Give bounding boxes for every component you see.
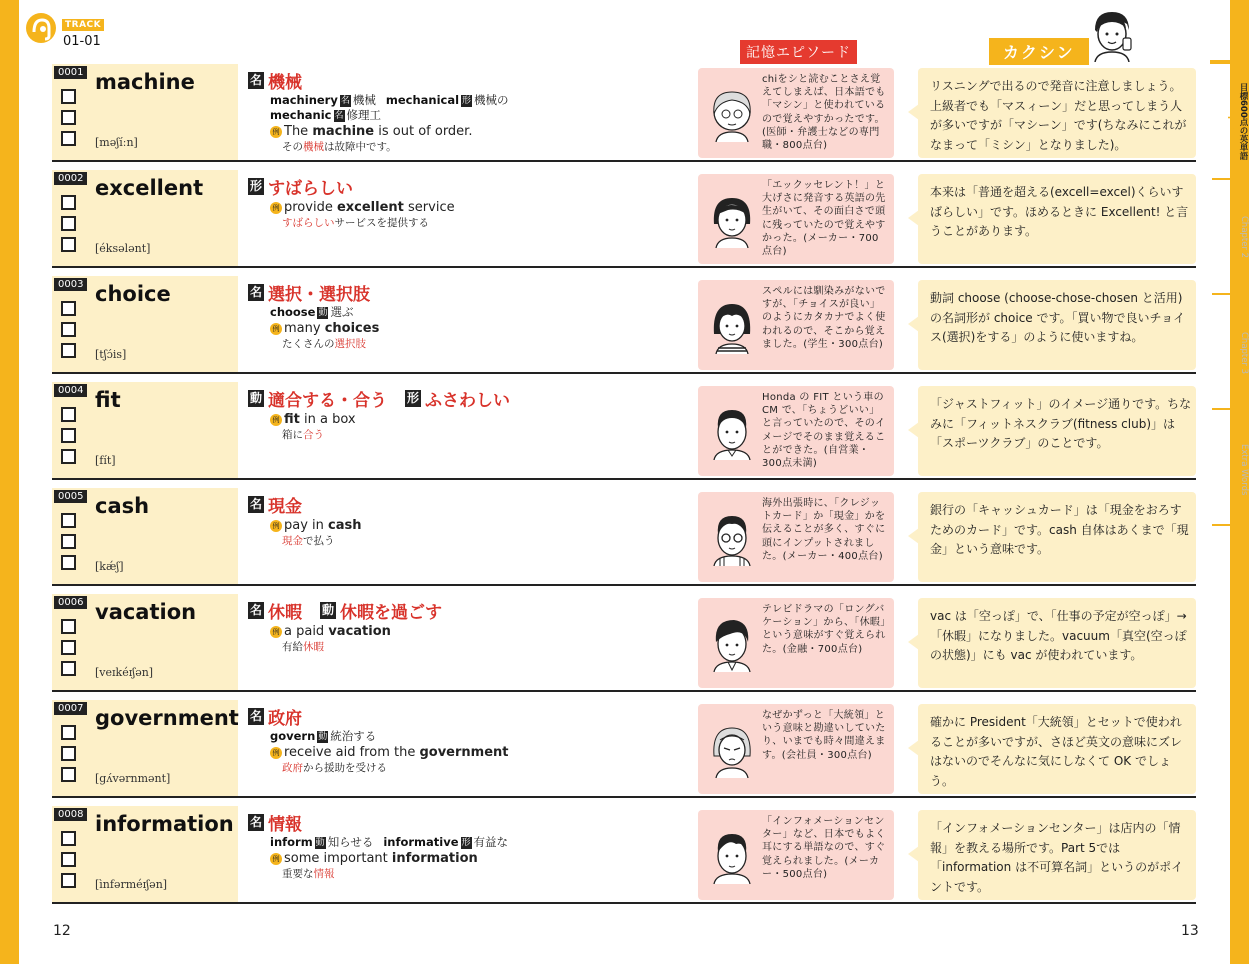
review-checkboxes	[61, 407, 76, 470]
meaning-line	[248, 598, 688, 623]
example-mark-icon: 例	[270, 323, 282, 335]
review-checkbox[interactable]	[61, 619, 76, 634]
review-checkbox[interactable]	[61, 89, 76, 104]
author-portrait-icon	[1087, 8, 1137, 62]
review-checkbox[interactable]	[61, 407, 76, 422]
memory-episode-text: Honda の FIT という車の CM で、「ちょうどいい」と言っていたので、そのイメージでそのまま覚えることができた。(自営業・300点未満)	[762, 392, 886, 470]
word-number: 0007	[54, 702, 87, 715]
review-checkboxes	[61, 89, 76, 152]
speech-bubble-tail	[908, 634, 919, 650]
row-divider	[52, 372, 1196, 374]
part-of-speech-tag: 形	[461, 837, 471, 848]
memory-episode-text: chiをシと読むことさえ覚えてしまえば、日本語でも「マシン」と使われているので覚えやすかったです。(医師・弁護士などの専門職・800点台)	[762, 74, 886, 152]
kakushin-comment-box	[918, 704, 1196, 794]
review-checkbox[interactable]	[61, 110, 76, 125]
review-checkbox[interactable]	[61, 534, 76, 549]
row-divider	[52, 584, 1196, 586]
example-translation	[282, 761, 688, 775]
word-card	[52, 806, 238, 902]
headphone-track-icon	[25, 12, 57, 46]
related-meaning: 知らせる	[327, 835, 374, 849]
kakushin-comment-text: 「インフォメーションセンター」は店内の「情報」を教える場所です。Part 5では「information は不可算名詞」というのがポイントです。	[930, 821, 1184, 894]
example-mark-icon: 例	[270, 626, 282, 638]
example-sentence	[270, 623, 688, 640]
example-text: pay in	[284, 518, 329, 533]
side-tab-divider	[1212, 178, 1230, 180]
related-meaning: 修理工	[346, 108, 381, 122]
kakushin-comment-text: リスニングで出るので発音に注意しましょう。上級者でも「マスィーン」だと思ってしまう人が多いですが「マシーン」です(ちなみにこれがなまって「ミシン」となりました)。	[930, 79, 1187, 152]
meaning-primary: 機械	[268, 73, 302, 93]
kakushin-comment-text: 銀行の「キャッシュカード」は「現金をおろすためのカード」です。cash 自体はあくまで「現金」という意味です。	[930, 503, 1189, 556]
speech-bubble-tail	[908, 104, 919, 120]
example-keyword: information	[391, 851, 478, 866]
related-meaning: 機械の	[474, 93, 509, 107]
related-meaning: 有益な	[473, 835, 509, 849]
pronunciation: [tʃɔ́is]	[95, 348, 127, 361]
example-translation	[282, 216, 688, 230]
review-checkbox[interactable]	[61, 767, 76, 782]
kakushin-comment-text: 確かに President「大統領」とセットで使われることが多いですが、さほど英文の意味にズレはないのでそんなに気にしなくて OK でしょう。	[930, 715, 1183, 788]
translation-keyword: 現金	[282, 535, 303, 547]
word-entry-row	[52, 700, 1196, 796]
example-sentence	[270, 411, 688, 428]
learner-avatar-icon	[708, 612, 756, 672]
memory-episode-text: なぜかずっと「大統領」という意味と勘違いしていたり、いまでも時々間違えます。(会社員・300点台)	[762, 710, 886, 761]
side-tab-chapter-1[interactable]	[1210, 72, 1249, 172]
speech-bubble-tail	[908, 316, 919, 332]
kakushin-comment-box	[918, 280, 1196, 370]
review-checkbox[interactable]	[61, 195, 76, 210]
review-checkbox[interactable]	[61, 555, 76, 570]
memory-episode-box	[698, 280, 894, 370]
learner-avatar-icon	[708, 400, 756, 460]
translation-text: たくさんの	[282, 338, 335, 350]
example-mark-icon: 例	[270, 126, 282, 138]
memory-episode-box	[698, 810, 894, 900]
meaning-primary: 選択・選択肢	[268, 285, 370, 305]
related-word: machinery	[270, 93, 338, 107]
review-checkbox[interactable]	[61, 873, 76, 888]
memory-episode-text: 「エックッセレント！」と大げさに発音する英語の先生がいて、その面白さで頭に残っていたので覚えやすかった。(メーカー・700点台)	[762, 180, 886, 258]
review-checkbox[interactable]	[61, 131, 76, 146]
row-divider	[52, 796, 1196, 798]
example-keyword: excellent	[336, 200, 404, 215]
kakushin-comment-box	[918, 492, 1196, 582]
related-words	[270, 93, 688, 123]
part-of-speech-tag: 名	[249, 285, 262, 299]
related-word: mechanical	[385, 93, 460, 107]
track-number: 01-01	[63, 34, 101, 49]
pronunciation: [veɪkéɪʃən]	[95, 666, 154, 679]
review-checkbox[interactable]	[61, 513, 76, 528]
kakushin-comment-box	[918, 174, 1196, 264]
review-checkbox[interactable]	[61, 746, 76, 761]
headword: excellent	[95, 176, 204, 200]
example-sentence	[270, 744, 688, 761]
kakushin-comment-box	[918, 598, 1196, 688]
learner-avatar-icon	[708, 188, 756, 248]
learner-avatar-icon	[708, 82, 756, 142]
part-of-speech-tag: 動	[249, 391, 262, 405]
side-tab-sub: Chapter 1	[1227, 98, 1237, 146]
part-of-speech-tag: 名	[249, 497, 262, 511]
part-of-speech-tag: 名	[249, 73, 262, 87]
part-of-speech-tag: 動	[315, 837, 325, 848]
side-tab-chapter-2[interactable]: Chapter 2	[1239, 215, 1249, 259]
review-checkbox[interactable]	[61, 216, 76, 231]
related-word: informative	[383, 835, 459, 849]
review-checkboxes	[61, 619, 76, 682]
row-divider	[52, 266, 1196, 268]
meaning-line	[248, 386, 688, 411]
pronunciation: [fít]	[95, 454, 116, 467]
example-translation	[282, 337, 688, 351]
review-checkbox[interactable]	[61, 640, 76, 655]
row-divider	[52, 902, 1196, 904]
review-checkbox[interactable]	[61, 322, 76, 337]
word-number: 0005	[54, 490, 87, 503]
meaning-primary: 政府	[268, 709, 302, 729]
speech-bubble-tail	[908, 210, 919, 226]
word-number: 0002	[54, 172, 87, 185]
meaning-block	[248, 704, 688, 794]
left-edge-bar	[0, 0, 19, 964]
memory-episode-text: 「インフォメーションセンター」など、日本でもよく耳にする単語なので、すぐ覚えられました。(メーカー・500点台)	[762, 816, 886, 880]
learner-avatar-icon	[708, 506, 756, 566]
meaning-primary: 情報	[268, 815, 302, 835]
memory-episode-badge: 記憶エピソード	[740, 40, 857, 64]
translation-text: 有給	[282, 641, 303, 653]
review-checkbox[interactable]	[61, 343, 76, 358]
review-checkboxes	[61, 725, 76, 788]
translation-text: 重要な	[282, 868, 314, 880]
word-entry-row	[52, 276, 1196, 372]
example-keyword: government	[419, 745, 509, 760]
part-of-speech-tag: 名	[249, 709, 262, 723]
speech-bubble-tail	[908, 422, 919, 438]
review-checkbox[interactable]	[61, 237, 76, 252]
word-entry-row	[52, 594, 1196, 690]
kakushin-badge: カクシン	[989, 38, 1089, 65]
part-of-speech-tag: 動	[318, 731, 328, 742]
headword: machine	[95, 70, 195, 94]
part-of-speech-tag: 形	[249, 179, 262, 193]
part-of-speech-tag: 形	[406, 391, 419, 405]
meaning-secondary: ふさわしい	[425, 391, 510, 411]
related-meaning: 選ぶ	[330, 305, 354, 319]
example-translation	[282, 140, 688, 154]
headword: cash	[95, 494, 150, 518]
translation-text: で払う	[303, 535, 335, 547]
review-checkbox[interactable]	[61, 852, 76, 867]
word-number: 0006	[54, 596, 87, 609]
meaning-block	[248, 810, 688, 900]
translation-text: は故障中です。	[324, 141, 397, 153]
row-divider	[52, 690, 1196, 692]
review-checkbox[interactable]	[61, 428, 76, 443]
pronunciation: [éksələnt]	[95, 242, 151, 255]
memory-episode-box	[698, 68, 894, 158]
related-words	[270, 305, 688, 320]
example-translation	[282, 534, 688, 548]
memory-episode-box	[698, 386, 894, 476]
kakushin-comment-text: vac は「空っぽ」で、「仕事の予定が空っぽ」→「休暇」になりました。vacuum「真空(空っぽの状態)」にも vac が使われています。	[930, 609, 1187, 662]
example-sentence	[270, 320, 688, 337]
meaning-line	[248, 492, 688, 517]
part-of-speech-tag: 形	[462, 95, 472, 106]
example-keyword: fit	[284, 412, 300, 427]
translation-text: その	[282, 141, 303, 153]
meaning-block	[248, 280, 688, 370]
word-card	[52, 382, 238, 478]
pronunciation: [gʌ́vərnmənt]	[95, 772, 171, 785]
row-divider	[52, 160, 1196, 162]
memory-episode-box	[698, 598, 894, 688]
review-checkbox[interactable]	[61, 831, 76, 846]
meaning-block	[248, 174, 688, 264]
speech-bubble-tail	[908, 846, 919, 862]
review-checkbox[interactable]	[61, 725, 76, 740]
meaning-primary: 現金	[268, 497, 302, 517]
meaning-line	[248, 280, 688, 305]
part-of-speech-tag: 名	[340, 95, 350, 106]
translation-text: 箱に	[282, 429, 303, 441]
part-of-speech-tag: 動	[318, 307, 328, 318]
meaning-primary: 休暇	[268, 603, 302, 623]
review-checkbox[interactable]	[61, 301, 76, 316]
translation-keyword: 選択肢	[334, 338, 366, 350]
side-tab-indicator	[1210, 60, 1230, 64]
example-sentence	[270, 123, 688, 140]
kakushin-comment-text: 本来は「普通を超える(excell=excel)くらいすばらしい」です。ほめるときに Excellent! と言うことがあります。	[930, 185, 1189, 238]
memory-episode-text: 海外出張時に、「クレジットカード」か「現金」かを伝えることが多く、すぐに頭にインプットされました。(メーカー・400点台)	[762, 498, 886, 562]
kakushin-comment-box	[918, 386, 1196, 476]
example-mark-icon: 例	[270, 747, 282, 759]
word-card	[52, 700, 238, 796]
learner-avatar-icon	[708, 824, 756, 884]
word-card	[52, 276, 238, 372]
word-number: 0008	[54, 808, 87, 821]
word-card	[52, 594, 238, 690]
review-checkbox[interactable]	[61, 449, 76, 464]
example-keyword: choices	[324, 321, 380, 336]
side-tab-chapter-3[interactable]: Chapter 3	[1239, 331, 1249, 375]
translation-keyword: 政府	[282, 762, 303, 774]
related-words	[270, 835, 688, 850]
headword: government	[95, 706, 239, 730]
example-translation	[282, 640, 688, 654]
word-entry-row	[52, 170, 1196, 266]
example-mark-icon: 例	[270, 202, 282, 214]
example-text: provide	[284, 200, 337, 215]
learner-avatar-icon	[708, 718, 756, 778]
example-sentence	[270, 850, 688, 867]
review-checkboxes	[61, 301, 76, 364]
related-word: choose	[270, 305, 316, 319]
example-sentence	[270, 199, 688, 216]
word-card	[52, 170, 238, 266]
translation-keyword: 情報	[313, 868, 335, 880]
word-card	[52, 64, 238, 160]
side-tab-label: 目標600点の英単語	[1238, 83, 1248, 161]
meaning-primary: 適合する・合う	[268, 391, 387, 411]
example-text: in a box	[299, 412, 356, 427]
part-of-speech-tag: 名	[249, 603, 262, 617]
part-of-speech-tag: 名	[249, 815, 262, 829]
meaning-block	[248, 492, 688, 582]
memory-episode-box	[698, 174, 894, 264]
meaning-line	[248, 68, 688, 93]
pronunciation: [məʃíːn]	[95, 136, 138, 149]
word-card	[52, 488, 238, 584]
meaning-primary: すばらしい	[268, 179, 353, 199]
pronunciation: [kǽʃ]	[95, 560, 124, 573]
word-entry-row	[52, 382, 1196, 478]
review-checkbox[interactable]	[61, 661, 76, 676]
meaning-secondary: 休暇を過ごす	[340, 603, 442, 623]
page-number-right: 13	[1181, 923, 1199, 939]
row-divider	[52, 478, 1196, 480]
example-keyword: cash	[328, 518, 362, 533]
speech-bubble-tail	[908, 528, 919, 544]
example-sentence	[270, 517, 688, 534]
side-tab-divider	[1212, 293, 1230, 295]
memory-episode-box	[698, 704, 894, 794]
meaning-block	[248, 68, 688, 158]
word-number: 0001	[54, 66, 87, 79]
related-words	[270, 729, 688, 744]
page-number-left: 12	[53, 923, 71, 939]
word-number: 0003	[54, 278, 87, 291]
example-translation	[282, 428, 688, 442]
learner-avatar-icon	[708, 294, 756, 354]
headword: choice	[95, 282, 171, 306]
related-word: mechanic	[270, 108, 332, 122]
word-entry-row	[52, 806, 1196, 902]
example-text: a paid	[284, 624, 329, 639]
track-label: TRACK	[62, 19, 104, 31]
kakushin-comment-box	[918, 68, 1196, 158]
memory-episode-text: スペルには馴染みがないですが、「チョイスが良い」のようにカタカナでよく使われるので、そこから覚えました。(学生・300点台)	[762, 286, 886, 350]
side-tab-divider	[1212, 408, 1230, 410]
example-mark-icon: 例	[270, 853, 282, 865]
memory-episode-text: テレビドラマの「ロングバケーション」から、「休暇」という意味がすぐ覚えられた。(金融・700点台)	[762, 604, 886, 655]
part-of-speech-tag: 動	[321, 603, 334, 617]
part-of-speech-tag: 名	[334, 110, 344, 121]
side-tab-divider	[1212, 524, 1230, 526]
review-checkboxes	[61, 513, 76, 576]
meaning-block	[248, 598, 688, 688]
kakushin-comment-text: 「ジャストフィット」のイメージ通りです。ちなみに「フィットネスクラブ(fitness club)」は「スポーツクラブ」のことです。	[930, 397, 1192, 450]
example-text: many	[284, 321, 325, 336]
related-word: inform	[270, 835, 313, 849]
kakushin-comment-box	[918, 810, 1196, 900]
pronunciation: [ìnfərméɪʃən]	[95, 878, 168, 891]
example-text: some important	[284, 851, 392, 866]
speech-bubble-tail	[908, 740, 919, 756]
meaning-line	[248, 174, 688, 199]
meaning-line	[248, 704, 688, 729]
example-text: is out of order.	[374, 124, 473, 139]
review-checkboxes	[61, 831, 76, 894]
meaning-block	[248, 386, 688, 476]
related-meaning: 機械	[352, 93, 376, 107]
example-text: The	[284, 124, 313, 139]
word-entry-row	[52, 488, 1196, 584]
word-number: 0004	[54, 384, 87, 397]
related-word: govern	[270, 729, 316, 743]
example-mark-icon: 例	[270, 520, 282, 532]
review-checkboxes	[61, 195, 76, 258]
word-entry-row	[52, 64, 1196, 160]
translation-keyword: すばらしい	[282, 217, 335, 229]
side-tab-extra-words[interactable]: Extra Words	[1239, 444, 1249, 496]
kakushin-comment-text: 動詞 choose (choose-chose-chosen と活用) の名詞形が choice です。「買い物で良いチョイス(選択)をする」のように使いますね。	[930, 291, 1186, 344]
translation-keyword: 合う	[303, 429, 324, 441]
headword: fit	[95, 388, 121, 412]
meaning-line	[248, 810, 688, 835]
example-text: receive aid from the	[284, 745, 420, 760]
translation-text: から援助を受ける	[303, 762, 387, 774]
memory-episode-box	[698, 492, 894, 582]
translation-keyword: 機械	[303, 141, 324, 153]
headword: vacation	[95, 600, 197, 624]
related-meaning: 統治する	[330, 729, 377, 743]
translation-keyword: 休暇	[303, 641, 324, 653]
example-keyword: vacation	[328, 624, 391, 639]
headword: information	[95, 812, 234, 836]
translation-text: サービスを提供する	[334, 217, 429, 229]
example-mark-icon: 例	[270, 414, 282, 426]
example-translation	[282, 867, 688, 881]
example-keyword: machine	[312, 124, 375, 139]
example-text: service	[403, 200, 455, 215]
